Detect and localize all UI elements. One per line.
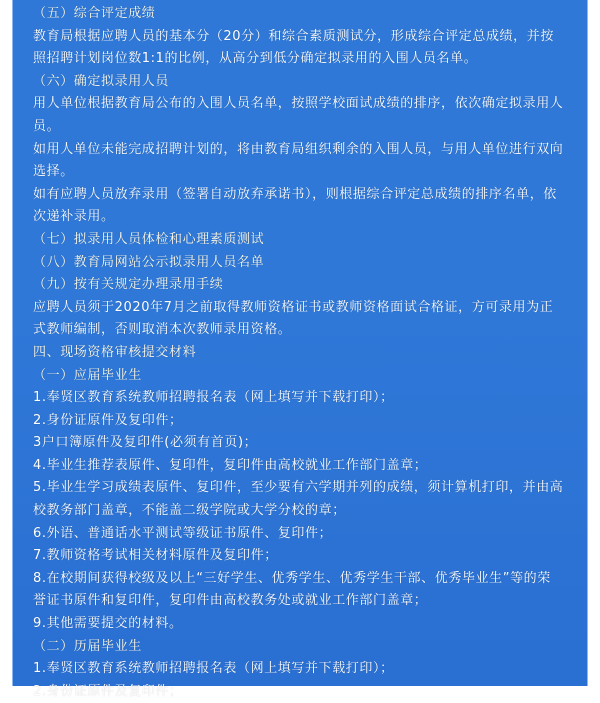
section-heading-7: （七）拟录用人员体检和心理素质测试 (33, 231, 265, 247)
section-heading-4: 四、现场资格审核提交材料 (33, 344, 197, 360)
paragraph-line: 照招聘计划岗位数1:1的比例，从高分到低分确定拟录用的入围人员名单。 (33, 51, 478, 67)
paragraph-line: 选择。 (33, 164, 74, 180)
section-heading-5: （五）综合评定成绩 (33, 6, 156, 21)
paragraph-line: 教育局根据应聘人员的基本分（20分）和综合素质测试分，形成综合评定总成绩，并按 (33, 28, 554, 44)
list-item-continuation: 誉证书原件和复印件，复印件由高校教务处或就业工作部门盖章； (33, 593, 428, 609)
announcement-text-panel (12, 0, 588, 699)
section-heading-9: （九）按有关规定办理录用手续 (33, 277, 224, 293)
paragraph-line: 用人单位根据教育局公布的入围人员名单，按照学校面试成绩的排序，依次确定拟录用人 (33, 96, 564, 112)
list-item-continuation: 校教务部门盖章，不能盖二级学院或大学分校的章； (33, 503, 346, 519)
paragraph-line: 如用人单位未能完成招聘计划的，将由教育局组织剩余的入围人员，与用人单位进行双向 (33, 141, 564, 157)
subsection-heading-past-graduates: （二）历届毕业生 (33, 638, 142, 654)
section-heading-8: （八）教育局网站公示拟录用人员名单 (33, 254, 265, 270)
list-item: 1.奉贤区教育系统教师招聘报名表（网上填写并下载打印）； (33, 390, 394, 406)
section-heading-6: （六）确定拟录用人员 (33, 73, 170, 89)
subsection-heading-fresh-graduates: （一）应届毕业生 (33, 367, 142, 383)
list-item: 1.奉贤区教育系统教师招聘报名表（网上填写并下载打印）； (33, 661, 394, 677)
paragraph-line: 如有应聘人员放弃录用（签署自动放弃承诺书），则根据综合评定总成绩的排序名单，依 (33, 186, 557, 202)
list-item: 8.在校期间获得校级及以上“三好学生、优秀学生、优秀学生干部、优秀毕业生”等的荣 (33, 570, 551, 586)
paragraph-line: 员。 (33, 118, 61, 134)
list-item: 9.其他需要提交的材料。 (33, 616, 183, 632)
list-item: 2.身份证原件及复印件； (33, 412, 183, 428)
list-item: 5.毕业生学习成绩表原件、复印件，至少要有六学期并列的成绩，须计算机打印，并由高 (33, 480, 564, 496)
paragraph-line: 次递补录用。 (33, 209, 115, 225)
paragraph-line: 式教师编制，否则取消本次教师录用资格。 (33, 322, 292, 338)
list-item: 7.教师资格考试相关材料原件及复印件； (33, 548, 278, 564)
list-item: 6.外语、普通话水平测试等级证书原件、复印件； (33, 525, 333, 541)
list-item: 2.身份证原件及复印件； (33, 683, 183, 699)
list-item: 3户口簿原件及复印件(必须有首页)； (33, 435, 258, 451)
list-item: 4.毕业生推荐表原件、复印件，复印件由高校就业工作部门盖章； (33, 457, 428, 473)
paragraph-line: 应聘人员须于2020年7月之前取得教师资格证书或教师资格面试合格证，方可录用为正 (33, 299, 554, 315)
